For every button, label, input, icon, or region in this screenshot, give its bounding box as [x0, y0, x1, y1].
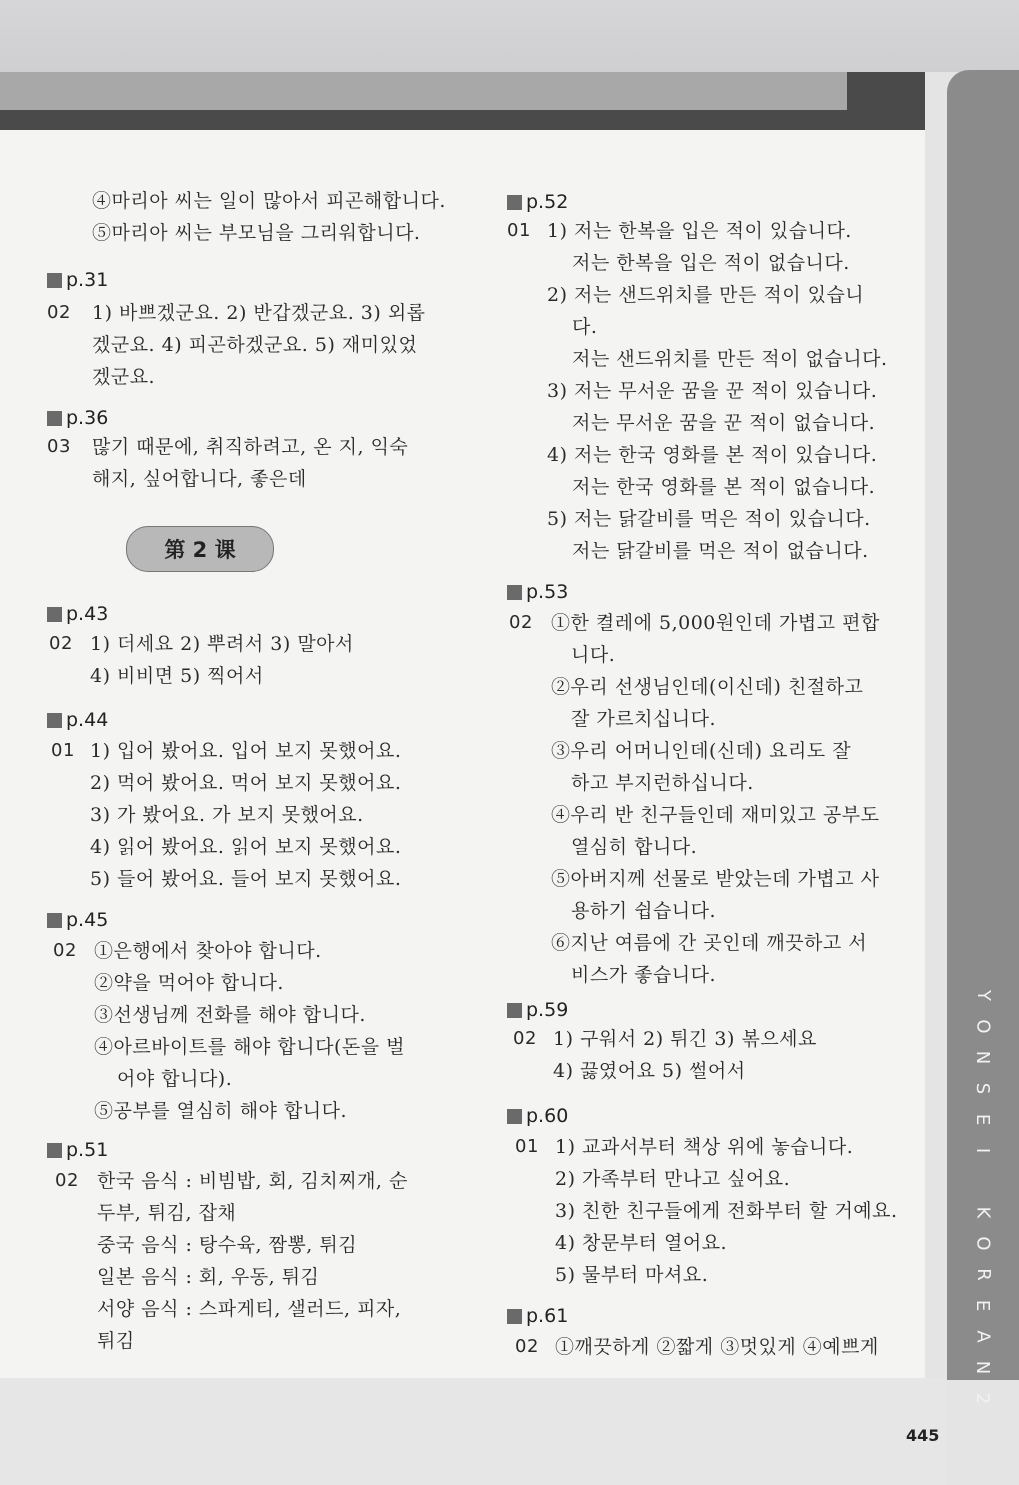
answer-line: 해지, 싶어합니다, 좋은데: [92, 468, 307, 490]
section-p51: [47, 1138, 467, 1352]
section-heading: p.31: [47, 268, 467, 292]
square-bullet-icon: [507, 1003, 522, 1018]
side-letter: R: [972, 1268, 994, 1281]
answer-line: 니다.: [571, 644, 616, 666]
question-number: 02: [49, 633, 73, 654]
side-label: [947, 980, 1019, 1414]
page-number: 445: [906, 1426, 940, 1445]
question-number: 02: [47, 302, 71, 323]
side-letter: I: [972, 1147, 994, 1154]
section-heading: p.36: [47, 406, 467, 430]
side-letter: K: [972, 1206, 994, 1219]
side-letter: O: [972, 1236, 994, 1251]
lesson-badge: 第 2 课: [126, 526, 274, 572]
answer-line: 용하기 쉽습니다.: [571, 900, 717, 922]
answer-line: 5) 물부터 마셔요.: [555, 1264, 709, 1286]
answer-line: 겠군요.: [92, 366, 156, 388]
answer-line: ②약을 먹어야 합니다.: [94, 972, 284, 994]
answer-line: 다.: [572, 316, 598, 338]
answer-line: ④우리 반 친구들인데 재미있고 공부도: [551, 804, 880, 826]
header-dark-stripe: [0, 110, 925, 130]
answer-line: 5) 들어 봤어요. 들어 보지 못했어요.: [90, 868, 402, 890]
question-number: 01: [515, 1136, 539, 1157]
square-bullet-icon: [47, 913, 62, 928]
section-heading: p.43: [47, 602, 467, 626]
side-letter: N: [972, 1050, 994, 1065]
answer-line: ①은행에서 찾아야 합니다.: [94, 940, 322, 962]
side-letter: N: [972, 1360, 994, 1375]
section-heading: p.44: [47, 708, 467, 732]
answer-line: ⑤아버지께 선물로 받았는데 가볍고 사: [551, 868, 880, 890]
answer-line: ③우리 어머니인데(신데) 요리도 잘: [551, 740, 852, 762]
section-p36: [47, 406, 467, 490]
square-bullet-icon: [507, 1309, 522, 1324]
answer-line: 비스가 좋습니다.: [571, 964, 717, 986]
square-bullet-icon: [507, 195, 522, 210]
answer-line: 1) 교과서부터 책상 위에 놓습니다.: [555, 1136, 854, 1158]
section-p45: [47, 908, 467, 1122]
answer-line: ①깨끗하게 ②짧게 ③멋있게 ④예쁘게: [555, 1336, 879, 1358]
answer-line: 4) 저는 한국 영화를 본 적이 있습니다.: [547, 444, 878, 466]
answer-line: 2) 저는 샌드위치를 만든 적이 있습니: [547, 284, 865, 306]
section-p52: [507, 190, 917, 562]
square-bullet-icon: [47, 1143, 62, 1158]
square-bullet-icon: [47, 273, 62, 288]
answer-line: 하고 부지런하십니다.: [571, 772, 754, 794]
answer-line: 많기 때문에, 취직하려고, 온 지, 익숙: [92, 436, 409, 458]
section-heading: p.60: [507, 1104, 917, 1128]
side-letter: Y: [972, 990, 994, 1001]
side-letter: O: [972, 1019, 994, 1034]
section-heading: p.53: [507, 580, 917, 604]
answer-line: 3) 가 봤어요. 가 보지 못했어요.: [90, 804, 364, 826]
answer-line: ④마리아 씨는 일이 많아서 피곤해합니다.: [92, 190, 446, 212]
section-heading: p.59: [507, 998, 917, 1022]
question-number: 02: [513, 1028, 537, 1049]
header-dark-block: [847, 72, 925, 130]
side-tab: [947, 70, 1019, 1405]
header-bar: [0, 72, 925, 130]
square-bullet-icon: [507, 585, 522, 600]
question-number: 01: [507, 220, 531, 241]
section-heading: p.52: [507, 190, 917, 214]
answer-line: 4) 읽어 봤어요. 읽어 보지 못했어요.: [90, 836, 402, 858]
section-p60: [507, 1104, 917, 1286]
top-band: [0, 0, 1019, 72]
question-number: 02: [515, 1336, 539, 1357]
answer-line: 저는 한복을 입은 적이 없습니다.: [572, 252, 850, 274]
section-p59: [507, 998, 917, 1082]
question-number: 02: [53, 940, 77, 961]
answer-line: 4) 창문부터 열어요.: [555, 1232, 728, 1254]
answer-line: ⑤마리아 씨는 부모님을 그리워합니다.: [92, 222, 421, 244]
section-p43: [47, 602, 467, 687]
answer-line: 4) 끓였어요 5) 썰어서: [553, 1060, 746, 1082]
answer-page: [0, 130, 925, 1378]
section-p53: [507, 580, 917, 986]
answer-line: 튀김: [97, 1330, 135, 1352]
section-heading: p.51: [47, 1138, 467, 1162]
answer-line: 4) 비비면 5) 찍어서: [90, 665, 264, 687]
answer-line: ②우리 선생님인데(이신데) 친절하고: [551, 676, 864, 698]
side-letter: E: [972, 1299, 994, 1312]
answer-line: 일본 음식 : 회, 우동, 튀김: [97, 1266, 320, 1288]
section-p31: [47, 268, 467, 388]
answer-line: ⑤공부를 열심히 해야 합니다.: [94, 1100, 348, 1122]
answer-line: 겠군요. 4) 피곤하겠군요. 5) 재미있었: [92, 334, 418, 356]
section-heading: p.61: [507, 1304, 917, 1328]
square-bullet-icon: [47, 713, 62, 728]
answer-line: 1) 저는 한복을 입은 적이 있습니다.: [547, 220, 852, 242]
section-p44: [47, 708, 467, 890]
answer-line: 저는 무서운 꿈을 꾼 적이 없습니다.: [572, 412, 876, 434]
answer-line: 한국 음식 : 비빔밥, 회, 김치찌개, 순: [97, 1170, 408, 1192]
answer-line: 5) 저는 닭갈비를 먹은 적이 있습니다.: [547, 508, 871, 530]
answer-line: 두부, 튀김, 잡채: [97, 1202, 237, 1224]
section-heading: p.45: [47, 908, 467, 932]
answer-line: 저는 한국 영화를 본 적이 없습니다.: [572, 476, 876, 498]
answer-line: 1) 바쁘겠군요. 2) 반갑겠군요. 3) 외롭: [92, 302, 426, 324]
side-letter: E: [972, 1113, 994, 1126]
answer-line: ⑥지난 여름에 간 곳인데 깨끗하고 서: [551, 932, 868, 954]
section-p61: [507, 1304, 917, 1358]
answer-line: 어야 합니다).: [117, 1068, 233, 1090]
answer-line: 저는 샌드위치를 만든 적이 없습니다.: [572, 348, 888, 370]
side-letter: 2: [972, 1392, 994, 1405]
answer-line: 2) 먹어 봤어요. 먹어 보지 못했어요.: [90, 772, 402, 794]
side-letter: A: [972, 1330, 994, 1343]
answer-line: ①한 켤레에 5,000원인데 가볍고 편합: [551, 612, 880, 634]
question-number: 01: [51, 740, 75, 761]
footer-band: [0, 1378, 947, 1485]
answer-line: 잘 가르치십니다.: [571, 708, 717, 730]
answer-line: 중국 음식 : 탕수육, 짬뽕, 튀김: [97, 1234, 358, 1256]
answer-line: 1) 입어 봤어요. 입어 보지 못했어요.: [90, 740, 402, 762]
side-letter: S: [972, 1082, 994, 1095]
question-number: 02: [509, 612, 533, 633]
answer-line: 서양 음식 : 스파게티, 샐러드, 피자,: [97, 1298, 402, 1320]
answer-line: 1) 구워서 2) 튀긴 3) 볶으세요: [553, 1028, 817, 1050]
answer-line: ③선생님께 전화를 해야 합니다.: [94, 1004, 366, 1026]
square-bullet-icon: [507, 1109, 522, 1124]
answer-line: 열심히 합니다.: [571, 836, 698, 858]
question-number: 02: [55, 1170, 79, 1191]
answer-line: 2) 가족부터 만나고 싶어요.: [555, 1168, 791, 1190]
answer-line: 1) 더세요 2) 뿌려서 3) 말아서: [90, 633, 354, 655]
square-bullet-icon: [47, 607, 62, 622]
answer-line: 3) 저는 무서운 꿈을 꾼 적이 있습니다.: [547, 380, 878, 402]
answer-line: 3) 친한 친구들에게 전화부터 할 거예요.: [555, 1200, 898, 1222]
answer-line: 저는 닭갈비를 먹은 적이 없습니다.: [572, 540, 869, 562]
answer-line: ④아르바이트를 해야 합니다(돈을 벌: [94, 1036, 405, 1058]
square-bullet-icon: [47, 411, 62, 426]
question-number: 03: [47, 436, 71, 457]
